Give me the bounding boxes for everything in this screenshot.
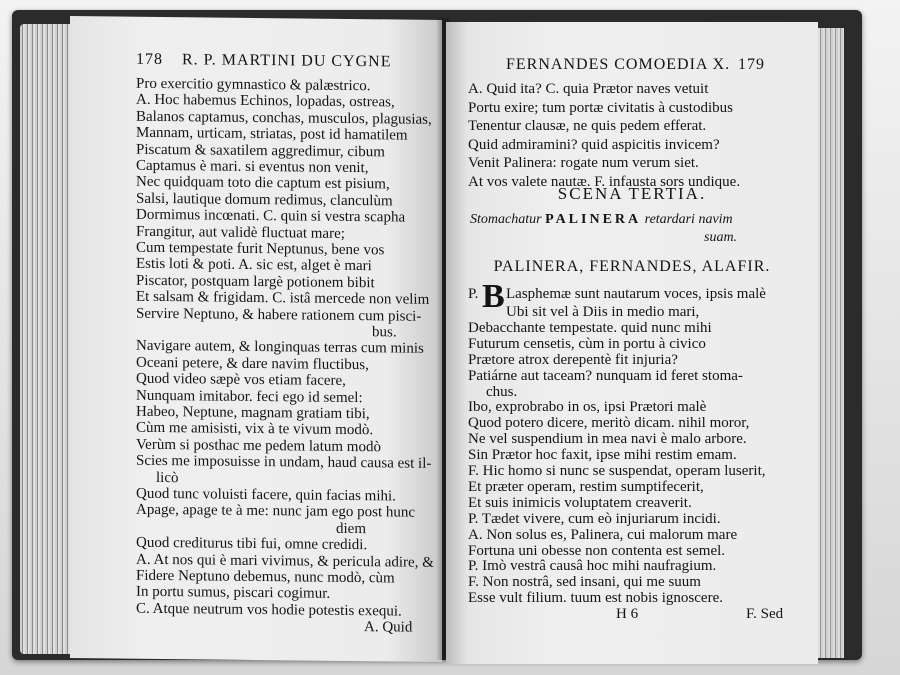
text-line: chus. xyxy=(486,383,518,400)
catchword: F. Sed xyxy=(746,606,784,622)
text-line: licò xyxy=(156,469,179,486)
text-line: Venit Palinera: rogate num verum siet. xyxy=(468,155,699,171)
text-line: diem xyxy=(336,520,366,537)
text-line: Futurum censetis, cùm in portu à civico xyxy=(468,335,706,352)
text-line: Et præter operam, restim sumptifecerit, xyxy=(468,478,704,495)
left-header xyxy=(70,50,442,76)
text-line: Navigare autem, & longinquas terras cum minis xyxy=(136,338,424,358)
text-line: In portu sumus, piscari cogimur. xyxy=(136,584,331,603)
text-line: At vos valete nautæ. F. infausta sors undique. xyxy=(468,173,741,190)
text-line: Debacchante tempestate. quid nunc mihi xyxy=(468,319,712,336)
text-line: Quod crediturus tibi fui, omne credidi. xyxy=(136,534,368,554)
text-line: Oceani petere, & dare navim fluctibus, xyxy=(136,354,369,373)
running-head: FERNANDES COMOEDIA X. xyxy=(506,56,731,73)
stage-direction-end: suam. xyxy=(704,230,738,245)
text-line: Cùm me amisisti, vix à te vivum modò. xyxy=(136,420,374,439)
text-line: Scies me imposuisse in undam, haud causa est il- xyxy=(136,452,432,473)
text-line: Captamus è mari. si eventus non venit, xyxy=(136,157,369,177)
text-line: P. Imò vestrâ causâ hoc mihi naufragium. xyxy=(468,558,717,575)
speaker-initial: P. xyxy=(468,286,479,302)
text-line: Ibo, exprobrabo in os, ipsi Prætori malè xyxy=(468,399,707,416)
drop-cap: B xyxy=(482,278,505,315)
text-line: Portu exire; tum portæ civitatis à custodibus xyxy=(468,99,733,116)
text-line: Et salsam & frigidam. C. istâ mercede non velim xyxy=(136,288,430,309)
text-line: Quod video sæpè vos etiam facere, xyxy=(136,370,346,390)
text-line: A. Quid ita? C. quia Prætor naves vetuit xyxy=(468,81,709,97)
text-line: F. Non nostrâ, sed insani, qui me suum xyxy=(468,574,701,591)
catchword: A. Quid xyxy=(364,619,413,636)
right-header xyxy=(446,56,818,78)
first-line: Lasphemæ sunt nautarum voces, ipsis malè xyxy=(506,286,766,302)
text-line: Habeo, Neptune, magnam gratiam tibi, xyxy=(136,403,370,423)
right-page xyxy=(446,22,818,664)
cast-list: PALINERA, FERNANDES, ALAFIR. xyxy=(493,258,771,275)
text-line: Patiárne aut taceam? nunquam id feret stoma- xyxy=(468,367,743,384)
text-line: Et suis inimicis voluptatem creaverit. xyxy=(468,494,692,511)
text-line: Salsi, lautique domum redimus, clanculùm xyxy=(136,190,393,210)
text-line: Ne vel suspendium in mea navi è malo arbore. xyxy=(468,431,747,448)
text-line: A. Non solus es, Palinera, cui malorum mare xyxy=(468,526,738,543)
page-edges-right xyxy=(818,28,844,658)
text-line: Cum tempestate furit Neptunus, bene vos xyxy=(136,239,385,259)
text-line: Frangitur, aut validè fluctuat mare; xyxy=(136,223,345,242)
text-line: Ubi sit vel à Diis in medio mari, xyxy=(506,304,700,320)
text-line: Balanos captamus, conchas, musculos, plagusias, xyxy=(136,108,432,128)
text-line: F. Hic homo si nunc se suspendat, operam luserit, xyxy=(468,463,766,479)
text-line: P. Tædet vivere, cum eò injuriarum incidi. xyxy=(468,510,721,527)
text-line: Quod potero dicere, meritò dicam. nihil moror, xyxy=(468,415,750,432)
running-head: R. P. MARTINI DU CYGNE xyxy=(182,51,392,71)
text-line: Pro exercitio gymnastico & palæstrico. xyxy=(136,75,371,95)
signature-mark: H 6 xyxy=(616,606,639,622)
text-line: Esse vult filium. tuum est nobis ignoscere. xyxy=(468,590,723,607)
stage-direction-text: retardari navim xyxy=(644,212,733,227)
text-line: Sin Prætor hoc faxit, ipse mihi restim emam. xyxy=(468,447,737,464)
page-number: 178 xyxy=(136,50,163,69)
left-page xyxy=(70,16,442,662)
text-line: Servire Neptuno, & habere rationem cum pisci- xyxy=(136,305,422,325)
text-line: Piscator, postquam largè potionem bibit xyxy=(136,272,375,292)
text-line: Prætore atrox derepentè fit injuria? xyxy=(468,351,678,368)
text-line: Tenentur clausæ, ne quis pedem efferat. xyxy=(468,118,707,134)
stage-direction-name: PALINERA xyxy=(545,212,642,227)
text-line: Piscatum & saxatilem aggredimur, cibum xyxy=(136,141,385,160)
text-line: Nec quidquam toto die captum est pisium, xyxy=(136,174,390,193)
text-line: Verùm si posthac me pedem latum modò xyxy=(136,436,381,456)
page-number: 179 xyxy=(738,56,765,73)
text-line: bus. xyxy=(372,324,397,341)
scene-title: SCENA TERTIA. xyxy=(557,184,707,203)
stage-direction xyxy=(470,212,733,228)
text-line: C. Atque neutrum vos hodie potestis exequi. xyxy=(136,600,402,620)
text-line: Mannam, urticam, striatas, post id hamatilem xyxy=(136,124,408,144)
text-line: Fortuna uni obesse non contenta est semel. xyxy=(468,542,726,559)
text-line: Apage, apage te à me: nunc jam ego post hunc xyxy=(136,502,416,522)
stage-direction-text: Stomachatur xyxy=(470,212,542,227)
text-line: Quod tunc voluisti facere, quin facias mihi. xyxy=(136,485,396,505)
text-line: A. Hoc habemus Echinos, lopadas, ostreas, xyxy=(136,92,395,111)
text-line: Estis loti & poti. A. sic est, alget è mari xyxy=(136,256,372,275)
text-line: Nunquam imitabor. feci ego id semel: xyxy=(136,387,363,406)
text-line: Dormimus incœnati. C. quin si vestra scapha xyxy=(136,206,406,226)
text-line: Quid admiramini? quid aspicitis invicem? xyxy=(468,136,720,153)
text-line: Fidere Neptuno debemus, nunc modò, cùm xyxy=(136,567,395,587)
text-line: A. At nos qui è mari vivimus, & pericula adire, & xyxy=(136,551,434,571)
